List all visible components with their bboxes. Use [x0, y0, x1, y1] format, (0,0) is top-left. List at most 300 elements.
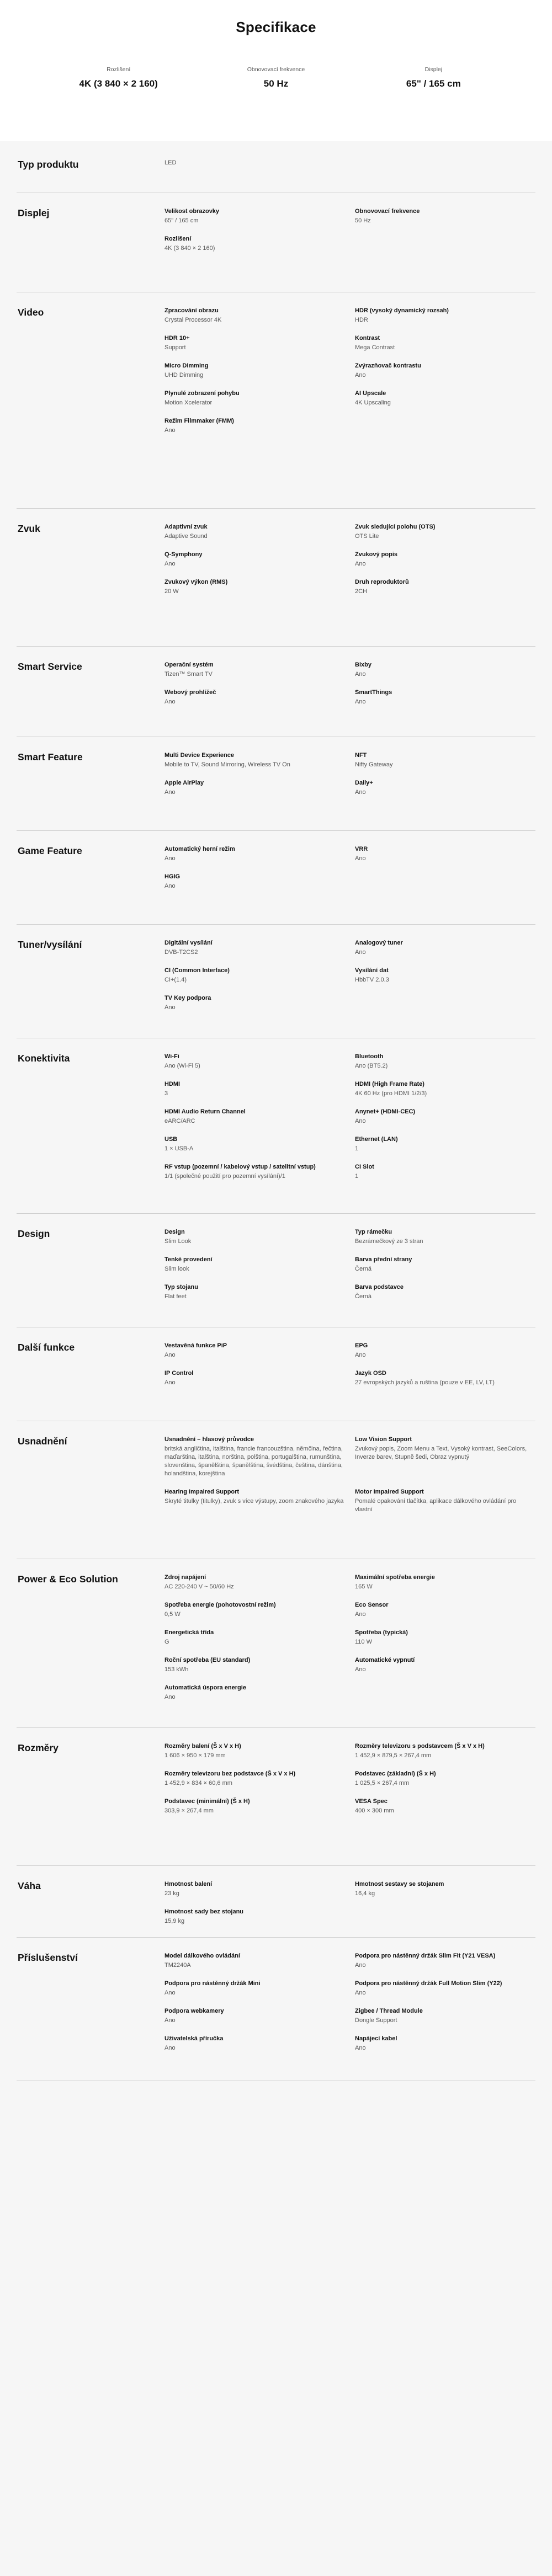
spec-value: Flat feet — [164, 1293, 187, 1300]
spec-value: Ano — [164, 1004, 176, 1011]
spec-section-title: Konektivita — [18, 1053, 70, 1064]
spec-value: Dongle Support — [355, 2017, 397, 2024]
spec-item — [355, 362, 535, 380]
spec-item — [164, 523, 355, 541]
spec-item — [164, 1684, 355, 1702]
spec-section-title: Tuner/vysílání — [18, 939, 82, 950]
spec-value: Ano — [164, 561, 176, 567]
spec-item — [164, 1601, 355, 1619]
spec-value: 4K (3 840 × 2 160) — [164, 245, 215, 252]
spec-item — [164, 390, 355, 407]
spec-label: Zvukový výkon (RMS) — [164, 579, 228, 585]
spec-value: 1 × USB-A — [164, 1145, 194, 1152]
spec-item — [164, 751, 355, 769]
spec-item — [355, 1163, 535, 1181]
spec-item — [355, 1742, 535, 1760]
spec-label: Digitální vysílání — [164, 940, 213, 946]
spec-label: Typ stojanu — [164, 1284, 198, 1290]
spec-item — [355, 1574, 535, 1591]
spec-label: Operační systém — [164, 662, 214, 668]
spec-value: Ano — [164, 2045, 176, 2051]
spec-item — [355, 689, 535, 706]
spec-item — [355, 1053, 535, 1070]
spec-item — [355, 751, 535, 769]
spec-label: Podstavec (minimální) (Š x H) — [164, 1798, 250, 1805]
spec-item — [164, 1656, 355, 1674]
spec-item — [355, 2035, 535, 2052]
spec-item — [164, 1908, 355, 1926]
spec-item — [164, 417, 355, 435]
spec-label: Podpora pro nástěnný držák Slim Fit (Y21 VESA) — [355, 1953, 496, 1959]
spec-label: HDMI (High Frame Rate) — [355, 1081, 424, 1087]
spec-value: Crystal Processor 4K — [164, 317, 222, 323]
spec-item — [355, 1256, 535, 1273]
spec-item — [355, 1369, 535, 1387]
spec-label: Vestavěná funkce PiP — [164, 1342, 227, 1349]
spec-label: Micro Dimming — [164, 362, 209, 369]
spec-value: CI+(1.4) — [164, 977, 187, 983]
spec-item — [355, 1798, 535, 1815]
spec-section-title: Další funkce — [18, 1342, 75, 1353]
key-spec-refresh-rate — [197, 66, 354, 89]
spec-value: 2CH — [355, 588, 368, 595]
spec-value: Mega Contrast — [355, 344, 395, 351]
spec-value: britská angličtina, italština, francie francouzština, němčina, řečtina, maďarština, italština, norština, polština, portugalština, rumunština, slovenština, španělština, španělština, švédština, čeština, dánština, holandština, korejština — [164, 1446, 343, 1477]
spec-value: 1 — [355, 1145, 359, 1152]
spec-section — [17, 1421, 535, 1559]
spec-section — [17, 831, 535, 925]
spec-value: Ano — [355, 1666, 366, 1673]
spec-item — [355, 1952, 535, 1970]
spec-item — [164, 334, 355, 352]
spec-item — [164, 1629, 355, 1646]
spec-value: UHD Dimming — [164, 372, 204, 378]
spec-section-title: Smart Feature — [18, 751, 83, 762]
spec-label: Bixby — [355, 662, 371, 668]
spec-label: AI Upscale — [355, 390, 386, 397]
spec-label: Roční spotřeba (EU standard) — [164, 1657, 251, 1663]
spec-item — [164, 1880, 355, 1898]
spec-value: Ano — [164, 2017, 176, 2024]
spec-value: Tizen™ Smart TV — [164, 671, 213, 678]
spec-item — [355, 2007, 535, 2025]
spec-label: Zvukový popis — [355, 551, 398, 558]
spec-value: Ano — [164, 1990, 176, 1996]
spec-label: Motor Impaired Support — [355, 1489, 424, 1495]
spec-item — [355, 1601, 535, 1619]
spec-value: 153 kWh — [164, 1666, 189, 1673]
spec-section-body — [164, 1742, 535, 1865]
spec-value: 1 452,9 × 834 × 60,6 mm — [164, 1780, 232, 1786]
spec-item — [164, 1228, 355, 1246]
spec-section-body — [164, 1228, 535, 1327]
key-specs — [40, 66, 512, 89]
spec-label: Energetická třída — [164, 1629, 214, 1636]
spec-value: 110 W — [355, 1639, 372, 1645]
key-spec-label: Rozlišení — [107, 66, 131, 73]
spec-label: Rozměry televizoru s podstavcem (Š x V x H) — [355, 1743, 485, 1750]
spec-section — [17, 1938, 535, 2081]
spec-value: Motion Xcelerator — [164, 399, 213, 406]
key-spec-display — [355, 66, 512, 89]
spec-value: OTS Lite — [355, 533, 379, 540]
spec-value: 165 W — [355, 1583, 373, 1590]
spec-value: 1 025,5 × 267,4 mm — [355, 1780, 410, 1786]
spec-value: 27 evropských jazyků a ruština (pouze v EE, LV, LT) — [355, 1379, 495, 1386]
spec-value: Ano — [355, 372, 366, 378]
spec-item — [355, 1629, 535, 1646]
spec-label: Multi Device Experience — [164, 752, 234, 759]
spec-label: Adaptivní zvuk — [164, 524, 208, 530]
spec-item — [355, 1228, 535, 1246]
spec-label: Vysílání dat — [355, 967, 389, 974]
spec-item — [355, 661, 535, 679]
spec-item — [164, 235, 355, 253]
spec-section-body — [164, 307, 535, 508]
spec-label: Zvuk sledující polohu (OTS) — [355, 524, 436, 530]
spec-value: Ano — [355, 671, 366, 678]
spec-label: Model dálkového ovládání — [164, 1953, 240, 1959]
spec-section-body — [164, 845, 535, 924]
spec-item — [355, 390, 535, 407]
spec-value: LED — [164, 159, 177, 166]
spec-label: Ethernet (LAN) — [355, 1136, 398, 1143]
spec-label: Low Vision Support — [355, 1436, 412, 1443]
spec-value: Support — [164, 344, 186, 351]
spec-item — [164, 1369, 355, 1387]
spec-label: HDMI — [164, 1081, 181, 1087]
key-spec-label: Obnovovací frekvence — [247, 66, 305, 73]
spec-label: Apple AirPlay — [164, 780, 204, 786]
spec-item — [164, 994, 355, 1012]
spec-item — [355, 939, 535, 957]
spec-value: 15,9 kg — [164, 1918, 185, 1924]
spec-label: Maximální spotřeba energie — [355, 1574, 435, 1581]
spec-section — [17, 1559, 535, 1728]
spec-item — [355, 845, 535, 863]
spec-label: Anynet+ (HDMI-CEC) — [355, 1108, 416, 1115]
spec-item — [164, 779, 355, 797]
spec-label: Podpora pro nástěnný držák Mini — [164, 1980, 261, 1987]
spec-label: USB — [164, 1136, 178, 1143]
spec-label: Typ rámečku — [355, 1229, 392, 1235]
spec-value: HDR — [355, 317, 368, 323]
spec-section — [17, 1728, 535, 1866]
specification-list — [0, 141, 552, 2576]
spec-value: Ano — [164, 698, 176, 705]
spec-label: Barva přední strany — [355, 1256, 412, 1263]
spec-section-body — [164, 1053, 535, 1213]
spec-section-title: Váha — [18, 1880, 41, 1891]
spec-label: Obnovovací frekvence — [355, 208, 420, 215]
spec-item — [355, 1880, 535, 1898]
spec-section-title: Smart Service — [18, 661, 82, 672]
spec-item — [355, 334, 535, 352]
spec-value: HbbTV 2.0.3 — [355, 977, 389, 983]
spec-section-body — [164, 1342, 535, 1421]
spec-section — [17, 1327, 535, 1421]
spec-label: EPG — [355, 1342, 368, 1349]
spec-value: Ano — [355, 698, 366, 705]
spec-item — [355, 1283, 535, 1301]
spec-label: Wi-Fi — [164, 1053, 179, 1060]
spec-section-title: Zvuk — [18, 523, 40, 534]
spec-label: Q-Symphony — [164, 551, 203, 558]
spec-value: Ano (BT5.2) — [355, 1063, 388, 1069]
spec-item — [164, 1053, 355, 1070]
spec-section — [17, 159, 535, 193]
spec-item — [164, 939, 355, 957]
spec-value: AC 220-240 V ~ 50/60 Hz — [164, 1583, 234, 1590]
spec-label: Velikost obrazovky — [164, 208, 220, 215]
spec-label: HDR (vysoký dynamický rozsah) — [355, 307, 449, 314]
spec-label: Automatický herní režim — [164, 846, 235, 852]
spec-value: 16,4 kg — [355, 1890, 375, 1897]
spec-value: Ano — [164, 1694, 176, 1700]
spec-item — [164, 2035, 355, 2052]
spec-value: 400 × 300 mm — [355, 1807, 394, 1814]
spec-label: Zvýrazňovač kontrastu — [355, 362, 421, 369]
spec-value: Ano — [164, 1352, 176, 1358]
spec-item — [355, 1488, 535, 1514]
spec-section-body — [164, 661, 535, 737]
spec-label: Druh reproduktorů — [355, 579, 409, 585]
spec-label: Spotřeba energie (pohotovostní režim) — [164, 1602, 276, 1608]
spec-section — [17, 193, 535, 292]
spec-label: HDMI Audio Return Channel — [164, 1108, 246, 1115]
spec-value: Ano (Wi-Fi 5) — [164, 1063, 200, 1069]
spec-value: Bezrámečkový ze 3 stran — [355, 1238, 423, 1245]
spec-value: Adaptive Sound — [164, 533, 208, 540]
spec-value: DVB-T2CS2 — [164, 949, 198, 956]
spec-value: Ano — [164, 855, 176, 862]
spec-label: Zdroj napájení — [164, 1574, 206, 1581]
spec-item — [355, 1080, 535, 1098]
spec-section-title: Příslušenství — [18, 1952, 78, 1963]
key-spec-label: Displej — [424, 66, 443, 73]
spec-item — [164, 1574, 355, 1591]
spec-item — [355, 1436, 535, 1478]
spec-item — [164, 1080, 355, 1098]
spec-item — [355, 523, 535, 541]
spec-item — [355, 1135, 535, 1153]
spec-section-title: Game Feature — [18, 845, 82, 856]
spec-label: VESA Spec — [355, 1798, 388, 1805]
spec-section-title: Typ produktu — [18, 159, 79, 170]
key-spec-value: 4K (3 840 × 2 160) — [79, 78, 158, 89]
page-title: Specifikace — [236, 19, 316, 35]
spec-label: Podpora webkamery — [164, 2008, 224, 2014]
spec-item — [355, 207, 535, 225]
spec-label: Design — [164, 1229, 185, 1235]
spec-label: Webový prohlížeč — [164, 689, 216, 696]
spec-label: CI (Common Interface) — [164, 967, 230, 974]
spec-label: TV Key podpora — [164, 995, 211, 1001]
spec-label: Hmotnost sady bez stojanu — [164, 1908, 244, 1915]
spec-item — [164, 845, 355, 863]
spec-label: HDR 10+ — [164, 335, 190, 342]
spec-section-body — [164, 1574, 535, 1727]
spec-item — [164, 159, 355, 167]
spec-item — [164, 1342, 355, 1359]
spec-item — [164, 1798, 355, 1815]
spec-item — [355, 1342, 535, 1359]
spec-item — [355, 551, 535, 568]
spec-value: Ano — [355, 789, 366, 796]
key-spec-value: 65" / 165 cm — [406, 78, 461, 89]
spec-value: 4K Upscaling — [355, 399, 391, 406]
spec-section — [17, 925, 535, 1038]
spec-label: Rozměry balení (Š x V x H) — [164, 1743, 241, 1750]
spec-value: Ano — [355, 1352, 366, 1358]
spec-value: Ano — [355, 855, 366, 862]
spec-value: 303,9 × 267,4 mm — [164, 1807, 214, 1814]
spec-item — [164, 578, 355, 596]
spec-value: Skryté titulky (titulky), zvuk s více výstupy, zoom znakového jazyka — [164, 1498, 344, 1505]
spec-label: Podstavec (základní) (Š x H) — [355, 1770, 436, 1777]
spec-label: Plynulé zobrazení pohybu — [164, 390, 240, 397]
spec-value: 65" / 165 cm — [164, 217, 199, 224]
spec-label: Automatická úspora energie — [164, 1684, 246, 1691]
spec-item — [164, 1135, 355, 1153]
spec-item — [355, 1108, 535, 1126]
spec-item — [164, 873, 355, 890]
spec-label: Eco Sensor — [355, 1602, 389, 1608]
spec-label: RF vstup (pozemní / kabelový vstup / satelitní vstup) — [164, 1164, 316, 1170]
spec-section-body — [164, 1880, 535, 1937]
spec-value: 1 452,9 × 879,5 × 267,4 mm — [355, 1752, 432, 1759]
spec-section-title: Power & Eco Solution — [18, 1574, 118, 1585]
spec-label: CI Slot — [355, 1164, 374, 1170]
spec-item — [164, 661, 355, 679]
spec-item — [164, 551, 355, 568]
spec-value: Ano — [164, 883, 176, 889]
spec-section — [17, 737, 535, 831]
spec-value: Mobile to TV, Sound Mirroring, Wireless TV On — [164, 761, 290, 768]
spec-value: Černá — [355, 1293, 371, 1300]
spec-item — [164, 1952, 355, 1970]
spec-value: Ano — [355, 1118, 366, 1124]
spec-label: SmartThings — [355, 689, 392, 696]
spec-value: Černá — [355, 1266, 371, 1272]
spec-label: Uživatelská příručka — [164, 2035, 224, 2042]
spec-label: Spotřeba (typická) — [355, 1629, 408, 1636]
spec-value: Slim look — [164, 1266, 189, 1272]
spec-label: Jazyk OSD — [355, 1370, 386, 1377]
spec-label: Bluetooth — [355, 1053, 384, 1060]
spec-label: Barva podstavce — [355, 1284, 404, 1290]
spec-item — [355, 578, 535, 596]
spec-label: Rozměry televizoru bez podstavce (Š x V x H) — [164, 1770, 296, 1777]
spec-header — [0, 0, 552, 141]
spec-label: NFT — [355, 752, 367, 759]
spec-label: Daily+ — [355, 780, 373, 786]
spec-value: Zvukový popis, Zoom Menu a Text, Vysoký kontrast, SeeColors, Inverze barev, Stupně šedi, Obraz vypnutý — [355, 1446, 527, 1460]
spec-section-body — [164, 159, 535, 193]
spec-label: Hearing Impaired Support — [164, 1489, 240, 1495]
spec-item — [164, 1163, 355, 1181]
spec-item — [355, 967, 535, 984]
spec-label: Usnadnění – hlasový průvodce — [164, 1436, 254, 1443]
spec-value: Ano — [355, 949, 366, 956]
spec-value: 4K 60 Hz (pro HDMI 1/2/3) — [355, 1090, 427, 1097]
spec-value: TM2240A — [164, 1962, 191, 1969]
spec-value: Ano — [164, 427, 176, 434]
spec-label: Hmotnost sestavy se stojanem — [355, 1881, 444, 1887]
spec-value: 1 606 × 950 × 179 mm — [164, 1752, 226, 1759]
spec-section — [17, 292, 535, 509]
spec-item — [164, 307, 355, 324]
spec-section-title: Displej — [18, 207, 50, 218]
spec-item — [164, 362, 355, 380]
spec-section-title: Video — [18, 307, 44, 318]
spec-label: Kontrast — [355, 335, 380, 342]
spec-label: Analogový tuner — [355, 940, 403, 946]
spec-label: Napájecí kabel — [355, 2035, 397, 2042]
spec-section-title: Rozměry — [18, 1742, 59, 1753]
spec-section-title: Usnadnění — [18, 1436, 67, 1447]
spec-value: 1 — [355, 1173, 359, 1180]
spec-item — [164, 1108, 355, 1126]
spec-item — [355, 779, 535, 797]
spec-value: Ano — [355, 1611, 366, 1618]
spec-section — [17, 1866, 535, 1938]
spec-label: Tenké provedení — [164, 1256, 213, 1263]
spec-label: Podpora pro nástěnný držák Full Motion Slim (Y22) — [355, 1980, 502, 1987]
spec-value: Ano — [164, 789, 176, 796]
spec-item — [164, 1742, 355, 1760]
spec-label: Zigbee / Thread Module — [355, 2008, 423, 2014]
spec-section — [17, 647, 535, 737]
spec-item — [164, 1770, 355, 1788]
spec-item — [164, 1283, 355, 1301]
spec-item — [355, 1770, 535, 1788]
spec-label: HGIG — [164, 873, 181, 880]
spec-label: Hmotnost balení — [164, 1881, 213, 1887]
spec-section-body — [164, 751, 535, 830]
spec-value: Nifty Gateway — [355, 761, 393, 768]
spec-item — [164, 207, 355, 225]
spec-label: Zpracování obrazu — [164, 307, 219, 314]
spec-item — [355, 307, 535, 324]
spec-value: 3 — [164, 1090, 168, 1097]
spec-value: Ano — [355, 561, 366, 567]
spec-item — [164, 1488, 355, 1514]
spec-section-body — [164, 523, 535, 646]
spec-item — [164, 1980, 355, 1997]
spec-section-body — [164, 939, 535, 1038]
spec-label: IP Control — [164, 1370, 194, 1377]
spec-value: G — [164, 1639, 169, 1645]
spec-value: Ano — [355, 2045, 366, 2051]
spec-value: Slim Look — [164, 1238, 192, 1245]
spec-item — [164, 689, 355, 706]
spec-section — [17, 1038, 535, 1214]
spec-section-body — [164, 207, 535, 292]
key-spec-value: 50 Hz — [263, 78, 289, 89]
spec-value: 0,5 W — [164, 1611, 181, 1618]
spec-value: Ano — [355, 1962, 366, 1969]
spec-value: Ano — [355, 1990, 366, 1996]
spec-value: eARC/ARC — [164, 1118, 195, 1124]
spec-item — [355, 1980, 535, 1997]
spec-section — [17, 509, 535, 647]
spec-section-title: Design — [18, 1228, 50, 1239]
spec-section-body — [164, 1952, 535, 2081]
spec-value: 1/1 (společné použití pro pozemní vysílání)/1 — [164, 1173, 285, 1180]
spec-label: VRR — [355, 846, 368, 852]
spec-value: 23 kg — [164, 1890, 179, 1897]
